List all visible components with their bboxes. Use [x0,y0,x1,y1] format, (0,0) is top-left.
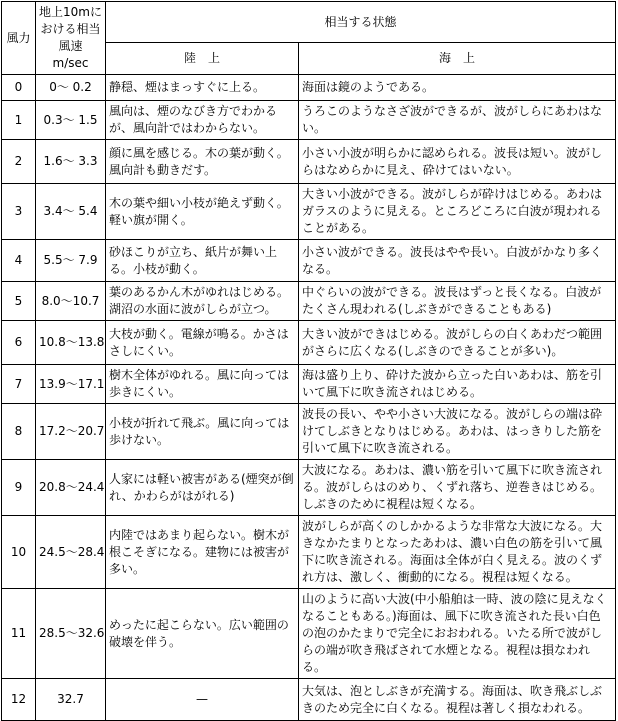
table-row [2,101,616,140]
header-row-top [2,2,616,43]
land-condition-cell: 大枝が動く。電線が鳴る。かさはさしにくい。 [106,321,299,365]
land-condition-cell: 樹木全体がゆれる。風に向っては歩きにくい。 [106,365,299,404]
header-condition: 相当する状態 [106,2,616,43]
wind-force-cell: 9 [2,460,36,516]
header-wind-speed [36,2,106,75]
land-condition-cell: 砂ほこりが立ち、紙片が舞い上る。小枝が動く。 [106,240,299,282]
wind-speed-cell: 3.4〜 5.4 [36,184,106,240]
sea-condition-cell: うろこのようなさざ波ができるが、波がしらにあわはない。 [299,101,616,140]
wind-speed-cell: 0〜 0.2 [36,75,106,101]
wind-force-cell: 6 [2,321,36,365]
sea-condition-cell: 中ぐらいの波ができる。波長はずっと長くなる。白波がたくさん現われる(しぶきができることもある) [299,282,616,321]
land-condition-cell: — [106,679,299,721]
table-row [2,75,616,101]
beaufort-wind-scale-table [1,1,616,721]
wind-force-cell: 7 [2,365,36,404]
land-condition-cell: 顔に風を感じる。木の葉が動く。風向計も動きだす。 [106,140,299,184]
wind-speed-cell: 0.3〜 1.5 [36,101,106,140]
land-condition-cell: 内陸ではあまり起らない。樹木が根こそぎになる。建物には被害が多い。 [106,516,299,589]
wind-speed-cell: 1.6〜 3.3 [36,140,106,184]
wind-force-cell: 4 [2,240,36,282]
wind-speed-cell: 17.2〜20.7 [36,404,106,460]
land-condition-cell: 小枝が折れて飛ぶ。風に向っては歩けない。 [106,404,299,460]
wind-speed-cell: 20.8〜24.4 [36,460,106,516]
table-row [2,240,616,282]
land-condition-cell: 人家には軽い被害がある(煙突が倒れ、かわらがはがれる) [106,460,299,516]
sea-condition-cell: 大波になる。あわは、濃い筋を引いて風下に吹き流される。波がしらはのめり、くずれ落ち、逆巻きはじめる。しぶきのために視程は短くなる。 [299,460,616,516]
table-row [2,404,616,460]
table-row [2,589,616,679]
wind-speed-cell: 5.5〜 7.9 [36,240,106,282]
table-row [2,321,616,365]
wind-force-cell: 12 [2,679,36,721]
table-row [2,460,616,516]
land-condition-cell: 風向は、煙のなびき方でわかるが、風向計ではわからない。 [106,101,299,140]
sea-condition-cell: 小さい波ができる。波長はやや長い。白波がかなり多くなる。 [299,240,616,282]
wind-force-cell: 0 [2,75,36,101]
wind-speed-cell: 13.9〜17.1 [36,365,106,404]
table-header [2,2,616,75]
wind-force-cell: 2 [2,140,36,184]
land-condition-cell: 葉のあるかん木がゆれはじめる。湖沼の水面に波がしらが立つ。 [106,282,299,321]
wind-force-cell: 10 [2,516,36,589]
sea-condition-cell: 大きい波ができはじめる。波がしらの白くあわだつ範囲がさらに広くなる(しぶきのできることが多い)。 [299,321,616,365]
wind-force-cell: 11 [2,589,36,679]
sea-condition-cell: 海面は鏡のようである。 [299,75,616,101]
land-condition-cell: 静穏、煙はまっすぐに上る。 [106,75,299,101]
sea-condition-cell: 海は盛り上り、砕けた波から立った白いあわは、筋を引いて風下に吹き流されはじめる。 [299,365,616,404]
wind-force-cell: 8 [2,404,36,460]
wind-speed-cell: 24.5〜28.4 [36,516,106,589]
wind-speed-cell: 32.7 [36,679,106,721]
table-body [2,75,616,721]
land-condition-cell: めったに起こらない。広い範囲の破壊を伴う。 [106,589,299,679]
table-row [2,365,616,404]
table-row [2,516,616,589]
table-row [2,140,616,184]
wind-force-cell: 3 [2,184,36,240]
sea-condition-cell: 大きい小波ができる。波がしらが砕けはじめる。あわはガラスのように見える。ところどころに白波が現われることがある。 [299,184,616,240]
wind-speed-cell: 10.8〜13.8 [36,321,106,365]
wind-speed-cell: 8.0〜10.7 [36,282,106,321]
header-land: 陸 上 [106,43,299,75]
land-condition-cell: 木の葉や細い小枝が絶えず動く。軽い旗が開く。 [106,184,299,240]
header-wind-speed-unit: m/sec [52,56,89,70]
table-row [2,184,616,240]
header-wind-speed-label: 地上10mにおける相当風速 [39,5,102,53]
sea-condition-cell: 山のように高い大波(中小船舶は一時、波の陰に見えなくなることもある。)海面は、風下に吹き流された長い白色の泡のかたまりで完全におおわれる。いたる所で波がしらの端が吹き飛ばされて水煙となる。視程は損なわれる。 [299,589,616,679]
sea-condition-cell: 波がしらが高くのしかかるような非常な大波になる。大きなかたまりとなったあわは、濃い白色の筋を引いて風下に吹き流される。海面は全体が白く見える。波のくずれ方は、激しく、衝動的になる。視程は短くなる。 [299,516,616,589]
table-row [2,282,616,321]
sea-condition-cell: 波長の長い、やや小さい大波になる。波がしらの端は砕けてしぶきとなりはじめる。あわは、はっきりした筋を引いて風下に吹き流される。 [299,404,616,460]
table-row [2,679,616,721]
wind-speed-cell: 28.5〜32.6 [36,589,106,679]
wind-force-cell: 5 [2,282,36,321]
sea-condition-cell: 大気は、泡としぶきが充満する。海面は、吹き飛ぶしぶきのため完全に白くなる。視程は著しく損なわれる。 [299,679,616,721]
sea-condition-cell: 小さい小波が明らかに認められる。波長は短い。波がしらはなめらかに見え、砕けてはいない。 [299,140,616,184]
header-sea: 海 上 [299,43,616,75]
header-wind-force: 風力 [2,2,36,75]
wind-force-cell: 1 [2,101,36,140]
